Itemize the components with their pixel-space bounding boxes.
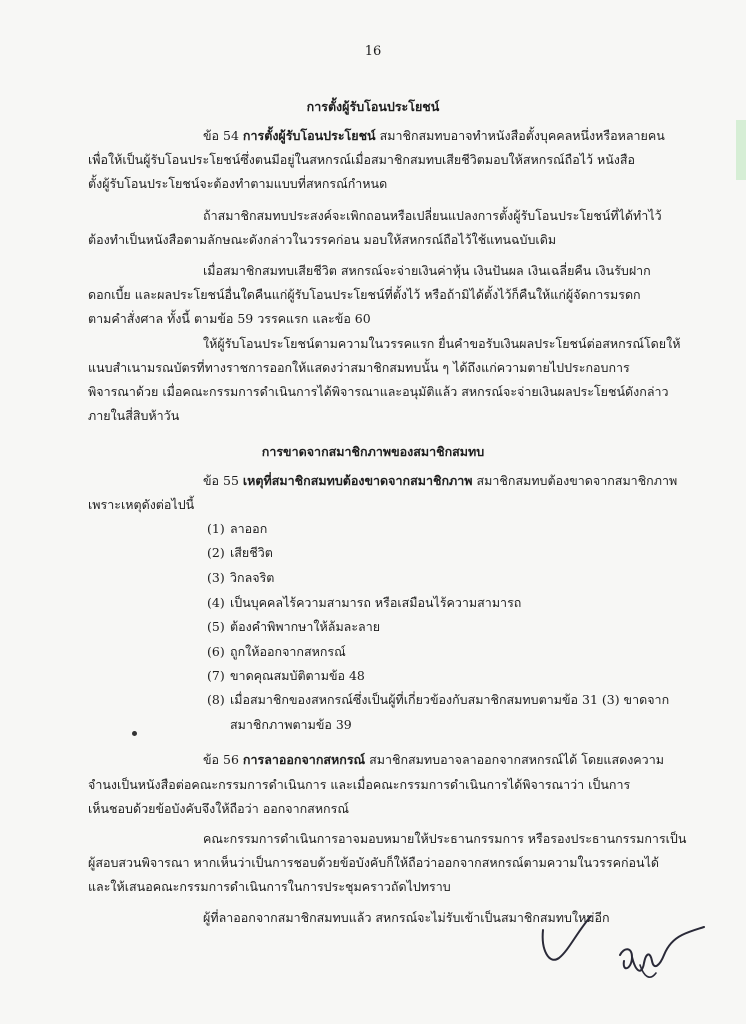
- art56-line-1: [203, 754, 664, 767]
- list-item-text: ขาดคุณสมบัติตามข้อ 48: [230, 668, 365, 683]
- list-item-text: ต้องคำพิพากษาให้ล้มละลาย: [230, 619, 381, 634]
- list-item-text: วิกลจริต: [230, 570, 275, 585]
- art56-p3-line-1: ผู้ที่ลาออกจากสมาชิกสมทบแล้ว สหกรณ์จะไม่รับเข้าเป็นสมาชิกสมทบใหม่อีก: [203, 910, 610, 925]
- art54-prefix: ข้อ 54: [203, 128, 243, 143]
- list-item-number: (4): [207, 595, 225, 610]
- list-item-text: เสียชีวิต: [230, 545, 273, 560]
- list-item-text: เมื่อสมาชิกของสหกรณ์ซึ่งเป็นผู้ที่เกี่ยวข้องกับสมาชิกสมทบตามข้อ 31 (3) ขาดจาก: [230, 692, 670, 707]
- list-item-number: (7): [207, 668, 225, 683]
- art56-line1-text: สมาชิกสมทบอาจลาออกจากสหกรณ์ได้ โดยแสดงความ: [365, 752, 664, 767]
- art56-prefix: ข้อ 56: [203, 752, 243, 767]
- art54-line1-text: สมาชิกสมทบอาจทำหนังสือตั้งบุคคลหนึ่งหรือหลายคน: [375, 128, 665, 143]
- list-item-number: (8): [207, 692, 225, 707]
- art54-p4-line-3: พิจารณาด้วย เมื่อคณะกรรมการดำเนินการได้พิจารณาและอนุมัติแล้ว สหกรณ์จะจ่ายเงินผลประโยชน์ดังกล่าว: [88, 384, 669, 399]
- handwritten-initial-mark: [535, 910, 595, 970]
- art54-p3-line-3: ตามคำสั่งศาล ทั้งนี้ ตามข้อ 59 วรรคแรก และข้อ 60: [88, 311, 371, 326]
- art56-title: การลาออกจากสหกรณ์: [242, 752, 366, 767]
- list-item-number: (1): [207, 521, 225, 536]
- art54-p4-line-2: แนบสำเนามรณบัตรที่ทางราชการออกให้แสดงว่าสมาชิกสมทบนั้น ๆ ได้ถึงแก่ความตายไปประกอบการ: [88, 360, 630, 375]
- art56-p2-line-1: คณะกรรมการดำเนินการอาจมอบหมายให้ประธานกรรมการ หรือรองประธานกรรมการเป็น: [203, 831, 687, 846]
- art54-line-3: ตั้งผู้รับโอนประโยชน์จะต้องทำตามแบบที่สหกรณ์กำหนด: [88, 176, 388, 191]
- list-item-number: (5): [207, 619, 225, 634]
- art54-line-1: [203, 130, 665, 143]
- art56-p2-line-2: ผู้สอบสวนพิจารณา หากเห็นว่าเป็นการชอบด้วยข้อบังคับก็ให้ถือว่าออกจากสหกรณ์ตามความในวรรคก่อนได้: [88, 855, 659, 870]
- art54-p3-line-2: ดอกเบี้ย และผลประโยชน์อื่นใดคืนแก่ผู้รับโอนประโยชน์ที่ตั้งไว้ หรือถ้ามิได้ตั้งไว้ก็คืนให้แก่ผู้จัดการมรดก: [88, 287, 641, 302]
- section-heading-membership: การขาดจากสมาชิกภาพของสมาชิกสมทบ: [261, 444, 485, 459]
- art55-line-1: [203, 475, 677, 488]
- list-item-number: (3): [207, 570, 225, 585]
- art54-p2-line-2: ต้องทำเป็นหนังสือตามลักษณะดังกล่าวในวรรคก่อน มอบให้สหกรณ์ถือไว้ใช้แทนฉบับเดิม: [88, 232, 557, 247]
- art55-prefix: ข้อ 55: [203, 473, 243, 488]
- list-item-number: (6): [207, 644, 225, 659]
- art54-p3-line-1: เมื่อสมาชิกสมทบเสียชีวิต สหกรณ์จะจ่ายเงินค่าหุ้น เงินปันผล เงินเฉลี่ยคืน เงินรับฝาก: [203, 263, 651, 278]
- list-item-text: ถูกให้ออกจากสหกรณ์: [230, 644, 346, 659]
- list-item-number: (2): [207, 545, 225, 560]
- art56-p2-line-3: และให้เสนอคณะกรรมการดำเนินการในการประชุมคราวถัดไปทราบ: [88, 879, 451, 894]
- art54-p4-line-1: ให้ผู้รับโอนประโยชน์ตามความในวรรคแรก ยื่นคำขอรับเงินผลประโยชน์ต่อสหกรณ์โดยให้: [203, 336, 681, 351]
- ink-dot: [132, 731, 137, 736]
- art54-p4-line-4: ภายในสี่สิบห้าวัน: [88, 408, 180, 423]
- list-item-text: เป็นบุคคลไร้ความสามารถ หรือเสมือนไร้ความสามารถ: [230, 595, 522, 610]
- art55-line1-text: สมาชิกสมทบต้องขาดจากสมาชิกภาพ: [472, 473, 678, 488]
- handwritten-signature: [610, 925, 710, 985]
- art55-title: เหตุที่สมาชิกสมทบต้องขาดจากสมาชิกภาพ: [242, 473, 473, 488]
- green-tab-marker: [736, 120, 746, 180]
- art56-line-2: จำนงเป็นหนังสือต่อคณะกรรมการดำเนินการ และเมื่อคณะกรรมการดำเนินการได้พิจารณาว่า เป็นการ: [88, 777, 631, 792]
- art54-p2-line-1: ถ้าสมาชิกสมทบประสงค์จะเพิกถอนหรือเปลี่ยนแปลงการตั้งผู้รับโอนประโยชน์ที่ได้ทำไว้: [203, 208, 662, 223]
- list-item-continuation: สมาชิกภาพตามข้อ 39: [230, 717, 352, 732]
- list-item-text: ลาออก: [230, 521, 268, 536]
- art54-line-2: เพื่อให้เป็นผู้รับโอนประโยชน์ซึ่งตนมีอยู่ในสหกรณ์เมื่อสมาชิกสมทบเสียชีวิตมอบให้สหกรณ์ถือไว้ หนังสือ: [88, 152, 636, 167]
- section-heading-beneficiary: การตั้งผู้รับโอนประโยชน์: [306, 99, 440, 114]
- art56-line-3: เห็นชอบด้วยข้อบังคับจึงให้ถือว่า ออกจากสหกรณ์: [88, 801, 349, 816]
- art55-line-2: เพราะเหตุดังต่อไปนี้: [88, 497, 195, 512]
- art54-title: การตั้งผู้รับโอนประโยชน์: [242, 128, 376, 143]
- page-number: 16: [364, 44, 382, 59]
